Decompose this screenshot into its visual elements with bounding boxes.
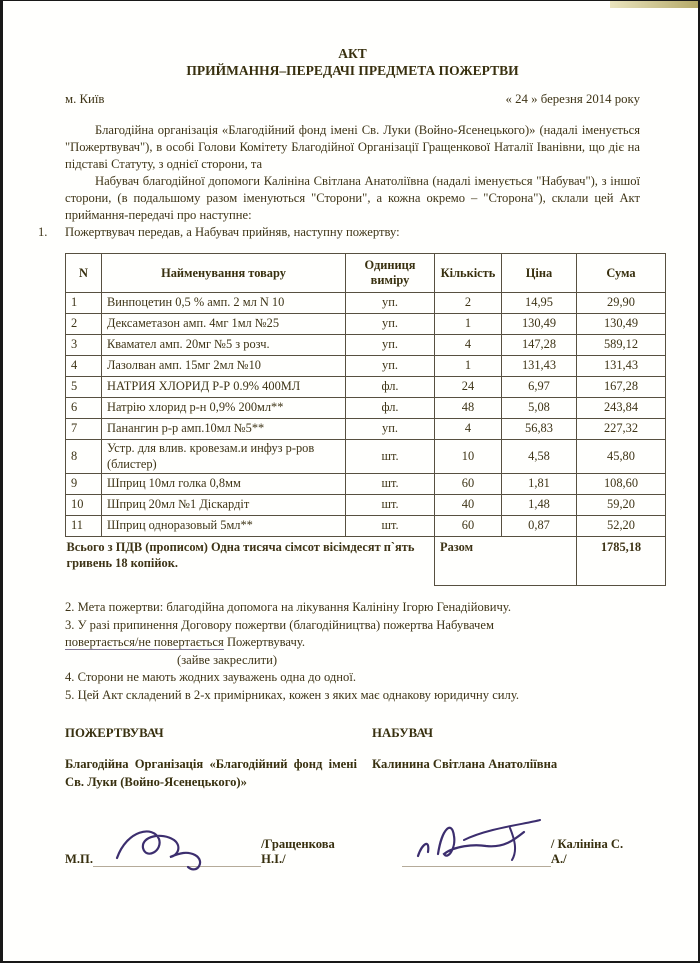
signature-row	[65, 837, 640, 867]
table-cell: 29,90	[577, 293, 666, 314]
table-cell: 227,32	[577, 419, 666, 440]
table-cell: 130,49	[502, 314, 577, 335]
total-row	[66, 537, 666, 586]
recipient-name: Калинина Світлана Анатоліївна	[372, 757, 558, 771]
table-header	[66, 254, 666, 293]
col-header-quantity: Кількість	[435, 254, 502, 293]
table-cell: 11	[66, 516, 102, 537]
preamble-paragraph-2: Набувач благодійної допомоги Калініна Світлана Анатоліївна (надалі іменується "Набувач"), з іншої сторони, (в подальшому разом іменуються "Сторони", а кожна окремо – "Сторона"), склали цей Акт приймання-передачі про наступне:	[65, 174, 640, 222]
table-cell: НАТРИЯ ХЛОРИД Р-Р 0.9% 400МЛ	[102, 377, 346, 398]
table-cell: шт.	[346, 516, 435, 537]
city-label: м. Київ	[65, 92, 105, 106]
table-cell: 56,83	[502, 419, 577, 440]
recipient-signature-line	[402, 852, 551, 867]
clause-3-note: (зайве закреслити)	[177, 652, 278, 667]
table-cell: шт.	[346, 495, 435, 516]
list-item-1	[38, 224, 640, 241]
clause-4: 4. Сторони не мають жодних зауважень одна до одної.	[65, 670, 356, 684]
list-item-number: 1.	[38, 225, 48, 239]
table-cell: уп.	[346, 314, 435, 335]
col-header-name: Найменування товару	[102, 254, 346, 293]
table-cell: уп.	[346, 335, 435, 356]
table-cell: 4	[435, 335, 502, 356]
table-cell: Лазолван амп. 15мг 2мл №10	[102, 356, 346, 377]
table-cell: 24	[435, 377, 502, 398]
table-cell: 60	[435, 516, 502, 537]
clause-3-underlined: повертається/не повертається	[65, 635, 224, 649]
clauses	[65, 599, 640, 704]
table-row	[66, 377, 666, 398]
clause-3-part1: 3. У разі припинення Договору пожертви (благодійництва) пожертва Набувачем	[65, 617, 494, 632]
table-cell: 10	[66, 495, 102, 516]
table-cell: 2	[66, 314, 102, 335]
signature-parties	[65, 756, 640, 791]
donor-signature-ink	[111, 820, 231, 876]
document-title: АКТ	[338, 46, 367, 61]
preamble-paragraph-1: Благодійна організація «Благодійний фонд імені Св. Луки (Войно-Ясенецького)» (надалі іменується "Пожертвувач"), в особі Голови Комітету Благодійної Організації Гращенкової Наталії Іванівни, що діє на підставі Статуту, з однієї сторони, та	[65, 123, 640, 171]
total-word: Разом	[435, 537, 577, 586]
table-cell: 1,81	[502, 474, 577, 495]
clause-2: 2. Мета пожертви: благодійна допомога на лікування Калініну Ігорю Генадійовичу.	[65, 600, 511, 614]
table-cell: 6	[66, 398, 102, 419]
table-cell: 1	[66, 293, 102, 314]
table-row	[66, 398, 666, 419]
table-cell: Квамател амп. 20мг №5 з розч.	[102, 335, 346, 356]
table-cell: 167,28	[577, 377, 666, 398]
total-value: 1785,18	[577, 537, 666, 586]
table-row	[66, 440, 666, 474]
table-cell: 2	[435, 293, 502, 314]
table-cell: 52,20	[577, 516, 666, 537]
clause-5: 5. Цей Акт складений в 2-х примірниках, кожен з яких має однакову юридичну силу.	[65, 687, 520, 702]
table-cell: 7	[66, 419, 102, 440]
table-cell: 147,28	[502, 335, 577, 356]
document-content	[3, 1, 698, 867]
table-row	[66, 335, 666, 356]
donor-title: ПОЖЕРТВУВАЧ	[65, 726, 164, 740]
table-cell: Шприц 10мл голка 0,8мм	[102, 474, 346, 495]
table-cell: 1	[435, 356, 502, 377]
table-cell: уп.	[346, 419, 435, 440]
clause-3	[65, 617, 640, 652]
table-row	[66, 516, 666, 537]
donor-signature-line	[93, 852, 261, 867]
table-cell: Дексаметазон амп. 4мг 1мл №25	[102, 314, 346, 335]
table-row	[66, 356, 666, 377]
table-cell: 589,12	[577, 335, 666, 356]
scan-artifact	[610, 1, 698, 8]
table-cell: фл.	[346, 377, 435, 398]
table-cell: 45,80	[577, 440, 666, 474]
table-row	[66, 495, 666, 516]
table-cell: 4,58	[502, 440, 577, 474]
table-row	[66, 419, 666, 440]
table-cell: 130,49	[577, 314, 666, 335]
table-cell: Винпоцетин 0,5 % амп. 2 мл N 10	[102, 293, 346, 314]
table-cell: 40	[435, 495, 502, 516]
table-cell: 5,08	[502, 398, 577, 419]
clause-3-part2: Пожертвувачу.	[223, 635, 305, 649]
city-date-line	[65, 92, 640, 107]
table-cell: 243,84	[577, 398, 666, 419]
col-header-number: N	[66, 254, 102, 293]
table-row	[66, 293, 666, 314]
table-cell: 48	[435, 398, 502, 419]
table-cell: шт.	[346, 474, 435, 495]
total-in-words: Всього з ПДВ (прописом) Одна тисяча сімсот вісімдесят п`ять гривень 18 копійок.	[66, 537, 435, 586]
table-cell: Натрію хлорид р-н 0,9% 200мл**	[102, 398, 346, 419]
donor-organization: Благодійна Організація «Благодійний фонд імені Св. Луки (Войно-Ясенецького)»	[65, 757, 357, 789]
table-cell: Шприц одноразовый 5мл**	[102, 516, 346, 537]
recipient-signatory-name: / Калініна С. А./	[550, 837, 624, 866]
document-subtitle: ПРИЙМАННЯ–ПЕРЕДАЧІ ПРЕДМЕТА ПОЖЕРТВИ	[186, 63, 519, 78]
table-cell: Панангин р-р амп.10мл №5**	[102, 419, 346, 440]
table-header-row	[66, 254, 666, 293]
table-cell: уп.	[346, 293, 435, 314]
table-cell: 5	[66, 377, 102, 398]
table-cell: 14,95	[502, 293, 577, 314]
table-footer	[66, 537, 666, 586]
table-cell: 4	[66, 356, 102, 377]
table-cell: 131,43	[502, 356, 577, 377]
table-cell: 9	[66, 474, 102, 495]
items-body	[66, 293, 666, 537]
table-cell: Устр. для влив. кровезам.и инфуз р-ров (блистер)	[102, 440, 346, 474]
table-cell: Шприц 20мл №1 Діскардіт	[102, 495, 346, 516]
table-cell: 6,97	[502, 377, 577, 398]
table-cell: 0,87	[502, 516, 577, 537]
table-cell: уп.	[346, 356, 435, 377]
table-cell: 131,43	[577, 356, 666, 377]
table-cell: 10	[435, 440, 502, 474]
table-cell: 59,20	[577, 495, 666, 516]
col-header-sum: Сума	[577, 254, 666, 293]
recipient-title: НАБУВАЧ	[372, 726, 434, 740]
table-cell: 1,48	[502, 495, 577, 516]
donor-signatory-name: /Гращенкова Н.І./	[261, 837, 335, 866]
table-cell: шт.	[346, 440, 435, 474]
table-cell: 4	[435, 419, 502, 440]
table-cell: фл.	[346, 398, 435, 419]
table-cell: 3	[66, 335, 102, 356]
recipient-signature-ink	[408, 812, 558, 874]
table-cell: 8	[66, 440, 102, 474]
col-header-unit: Одиниця виміру	[346, 254, 435, 293]
stamp-place-label: М.П.	[65, 852, 93, 866]
table-cell: 60	[435, 474, 502, 495]
table-cell: 1	[435, 314, 502, 335]
date-label: « 24 » березня 2014 року	[505, 92, 640, 106]
col-header-price: Ціна	[502, 254, 577, 293]
table-row	[66, 474, 666, 495]
table-row	[66, 314, 666, 335]
table-cell: 108,60	[577, 474, 666, 495]
donation-items-table	[65, 253, 666, 586]
list-item-text: Пожертвувач передав, а Набувач прийняв, наступну пожертву:	[65, 225, 400, 239]
signature-titles	[65, 726, 640, 741]
preamble	[65, 122, 640, 224]
